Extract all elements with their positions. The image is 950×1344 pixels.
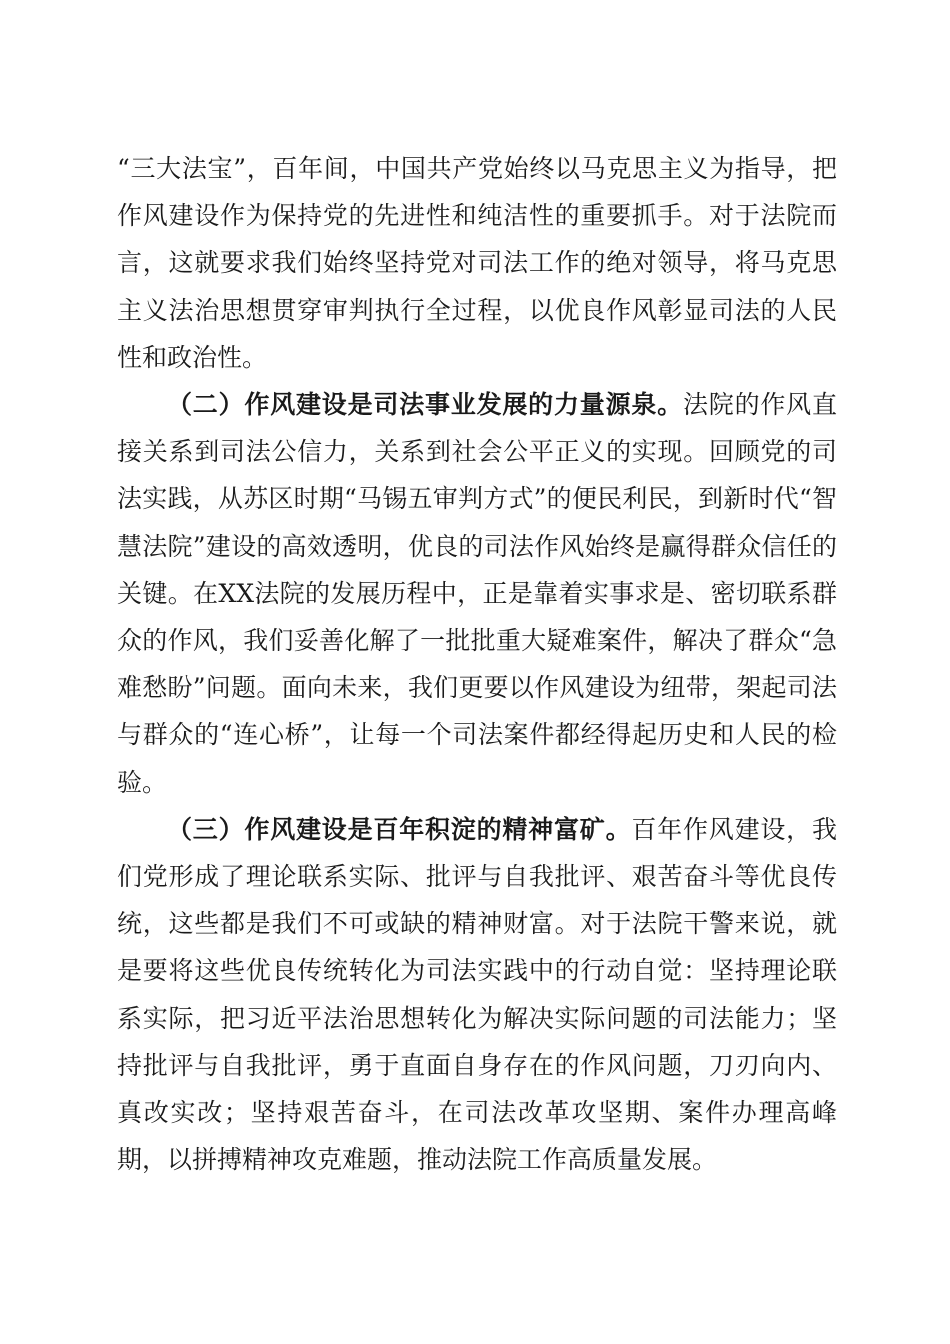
section-heading: （三）作风建设是百年积淀的精神富矿。: [167, 814, 632, 844]
paragraph-section-2: [117, 381, 837, 806]
paragraph-text: 法院的作风直接关系到司法公信力，关系到社会公平正义的实现。回顾党的司法实践，从苏区时期“马锡五审判方式”的便民利民，到新时代“智慧法院”建设的高效透明，优良的司法作风始终是赢得群众信任的关键。在XX法院的发展历程中，正是靠着实事求是、密切联系群众的作风，我们妥善化解了一批批重大疑难案件，解决了群众“急难愁盼”问题。面向未来，我们更要以作风建设为纽带，架起司法与群众的“连心桥”，让每一个司法案件都经得起历史和人民的检验。: [117, 390, 837, 797]
paragraph-text: 百年作风建设，我们党形成了理论联系实际、批评与自我批评、艰苦奋斗等优良传统，这些都是我们不可或缺的精神财富。对于法院干警来说，就是要将这些优良传统转化为司法实践中的行动自觉：坚持理论联系实际，把习近平法治思想转化为解决实际问题的司法能力；坚持批评与自我批评，勇于直面自身存在的作风问题，刀刃向内、真改实改；坚持艰苦奋斗，在司法改革攻坚期、案件办理高峰期，以拼搏精神攻克难题，推动法院工作高质量发展。: [117, 814, 837, 1175]
paragraph-continuation: [117, 145, 837, 381]
paragraph-text: “三大法宝”，百年间，中国共产党始终以马克思主义为指导，把作风建设作为保持党的先进性和纯洁性的重要抓手。对于法院而言，这就要求我们始终坚持党对司法工作的绝对领导，将马克思主义法治思想贯穿审判执行全过程，以优良作风彰显司法的人民性和政治性。: [117, 154, 837, 372]
document-body: [117, 145, 837, 1183]
section-heading: （二）作风建设是司法事业发展的力量源泉。: [167, 390, 683, 420]
paragraph-section-3: [117, 806, 837, 1184]
